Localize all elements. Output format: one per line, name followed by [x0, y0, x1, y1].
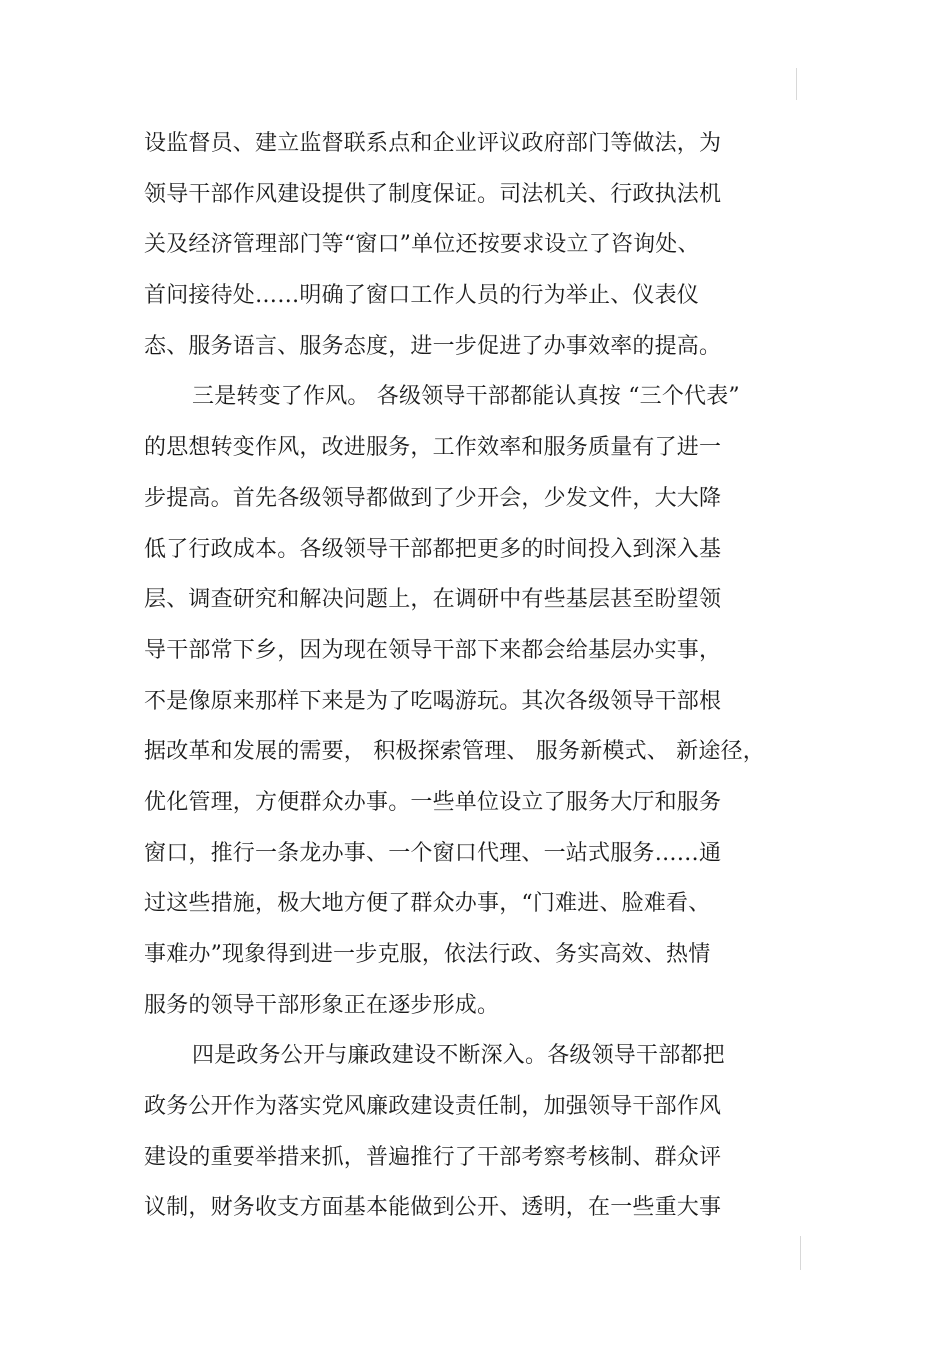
text-line: 事难办”现象得到进一步克服，依法行政、务实高效、热情 [144, 942, 711, 967]
body-text [144, 119, 804, 1234]
text-line: 建设的重要举措来抓，普遍推行了干部考察考核制、群众评 [144, 1144, 722, 1170]
text-line: 政务公开作为落实党风廉政建设责任制，加强领导干部作风 [144, 1094, 722, 1120]
text-line: 导干部常下乡，因为现在领导干部下来都会给基层办实事， [144, 637, 722, 663]
text-line: 的思想转变作风，改进服务，工作效率和服务质量有了进一 [144, 435, 722, 461]
text-line: 过这些措施，极大地方便了群众办事，“门难进、脸难看、 [144, 891, 711, 917]
text-line: 领导干部作风建设提供了制度保证。司法机关、行政执法机 [144, 181, 722, 207]
text-line: 态、服务语言、服务态度，进一步促进了办事效率的提高。 [144, 333, 722, 359]
text-line: 不是像原来那样下来是为了吃喝游玩。其次各级领导干部根 [144, 688, 722, 714]
text-line: 窗口，推行一条龙办事、一个窗口代理、一站式服务……通 [144, 840, 722, 866]
paragraph-start-line: 四是政务公开与廉政建设不断深入。各级领导干部都把 [192, 1043, 725, 1069]
page-edge-mark-top [796, 68, 797, 100]
text-line: 关及经济管理部门等“窗口”单位还按要求设立了咨询处、 [144, 232, 700, 258]
text-line: 首问接待处……明确了窗口工作人员的行为举止、仪表仪 [144, 283, 700, 309]
text-line: 低了行政成本。各级领导干部都把更多的时间投入到深入基 [144, 536, 722, 562]
text-line: 据改革和发展的需要， 积极探索管理、 服务新模式、 新途径， [144, 739, 765, 765]
text-line: 优化管理，方便群众办事。一些单位设立了服务大厅和服务 [144, 789, 722, 815]
page-edge-mark-bottom [800, 1236, 801, 1270]
text-line: 层、调查研究和解决问题上，在调研中有些基层甚至盼望领 [144, 587, 722, 613]
text-line: 步提高。首先各级领导都做到了少开会，少发文件，大大降 [144, 485, 722, 511]
text-line: 议制，财务收支方面基本能做到公开、透明，在一些重大事 [144, 1195, 722, 1221]
text-line: 设监督员、建立监督联系点和企业评议政府部门等做法，为 [144, 131, 722, 156]
text-line: 服务的领导干部形象正在逐步形成。 [144, 992, 500, 1018]
paragraph-start-line: 三是转变了作风。 各级领导干部都能认真按 “三个代表” [192, 384, 740, 410]
